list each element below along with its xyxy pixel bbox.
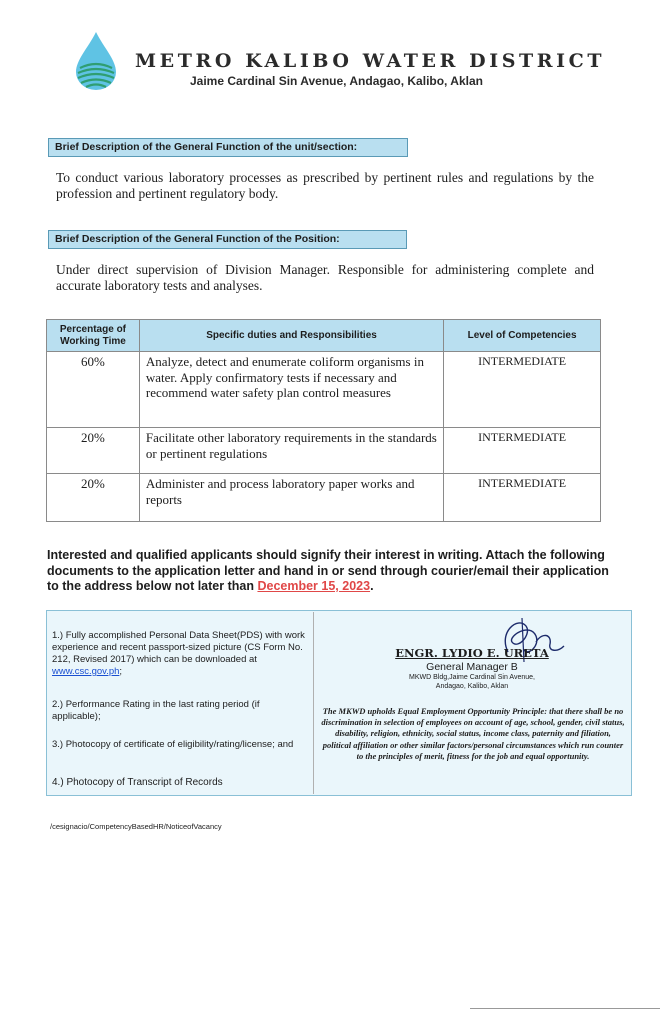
organization-address: Jaime Cardinal Sin Avenue, Andagao, Kalibo, Aklan xyxy=(190,74,483,88)
table-row xyxy=(47,352,601,428)
requirement-1-text: 1.) Fully accomplished Personal Data Sheet(PDS) with work experience and recent passport-sized picture (CS Form No. 212, Revised 2017) which can be downloaded at xyxy=(52,630,305,665)
csc-website-link[interactable]: www.csc.gov.ph xyxy=(52,666,120,677)
header-duties: Specific duties and Responsibilities xyxy=(139,320,443,352)
notice-end: . xyxy=(370,579,374,593)
table-row xyxy=(47,428,601,474)
row-duty: Analyze, detect and enumerate coliform organisms in water. Apply confirmatory tests if necessary and recommend water safety plan control measures xyxy=(139,352,443,428)
requirement-item-4: 4.) Photocopy of Transcript of Records xyxy=(52,777,223,788)
signatory-address-line2: Andagao, Kalibo, Aklan xyxy=(435,683,509,690)
deadline-date: December 15, 2023 xyxy=(257,579,371,593)
signatory-address-line1: MKWD Bldg,Jaime Cardinal Sin Avenue, xyxy=(409,674,535,681)
box-divider xyxy=(313,612,314,794)
unit-function-text: To conduct various laboratory processes as prescribed by pertinent rules and regulations by the profession and pertinent regulatory body. xyxy=(56,170,594,201)
row-duty: Facilitate other laboratory requirements in the standards or pertinent regulations xyxy=(139,428,443,474)
row-competency: INTERMEDIATE xyxy=(444,474,601,522)
position-function-label: Brief Description of the General Function of the Position: xyxy=(48,230,407,249)
row-percentage: 60% xyxy=(47,352,140,428)
eeo-statement: The MKWD upholds Equal Employment Opportunity Principle: that there shall be no discrimination in selection of employees on account of age, school, gender, civil status, disability, religion, ethnicity, social status, income class, paternity and filiation, political affiliation or other similar factors/personal circumstances which run counter to the principles of merit, fitness for the job and equal opportunity. xyxy=(321,706,625,761)
organization-name: METRO KALIBO WATER DISTRICT xyxy=(135,50,606,72)
application-notice xyxy=(47,548,617,595)
requirement-item-1 xyxy=(52,630,310,678)
requirement-item-2: 2.) Performance Rating in the last rating period (if applicable); xyxy=(52,699,260,722)
table-header-row xyxy=(47,320,601,352)
position-function-text: Under direct supervision of Division Manager. Responsible for administering complete and accurate laboratory tests and analyses. xyxy=(56,262,594,293)
signatory-name: ENGR. LYDIO E. URETA xyxy=(395,646,549,660)
row-duty: Administer and process laboratory paper works and reports xyxy=(139,474,443,522)
row-competency: INTERMEDIATE xyxy=(444,352,601,428)
water-drop-logo-icon xyxy=(72,30,120,92)
bottom-rule xyxy=(470,1008,660,1009)
header-percentage: Percentage of Working Time xyxy=(47,320,140,352)
row-percentage: 20% xyxy=(47,474,140,522)
signatory-title: General Manager B xyxy=(426,661,518,673)
requirement-item-3: 3.) Photocopy of certificate of eligibility/rating/license; and xyxy=(52,739,294,750)
header-competency: Level of Competencies xyxy=(444,320,601,352)
requirement-1-end: ; xyxy=(119,666,123,677)
unit-function-label: Brief Description of the General Function of the unit/section: xyxy=(48,138,408,157)
document-reference: /cesignacio/CompetencyBasedHR/NoticeofVacancy xyxy=(50,822,222,831)
notice-text: Interested and qualified applicants should signify their interest in writing. Attach the following documents to the application letter and hand in or send through courier/email their application to the address below not later than xyxy=(47,548,609,593)
row-competency: INTERMEDIATE xyxy=(444,428,601,474)
duties-table xyxy=(46,319,601,522)
table-row xyxy=(47,474,601,522)
row-percentage: 20% xyxy=(47,428,140,474)
